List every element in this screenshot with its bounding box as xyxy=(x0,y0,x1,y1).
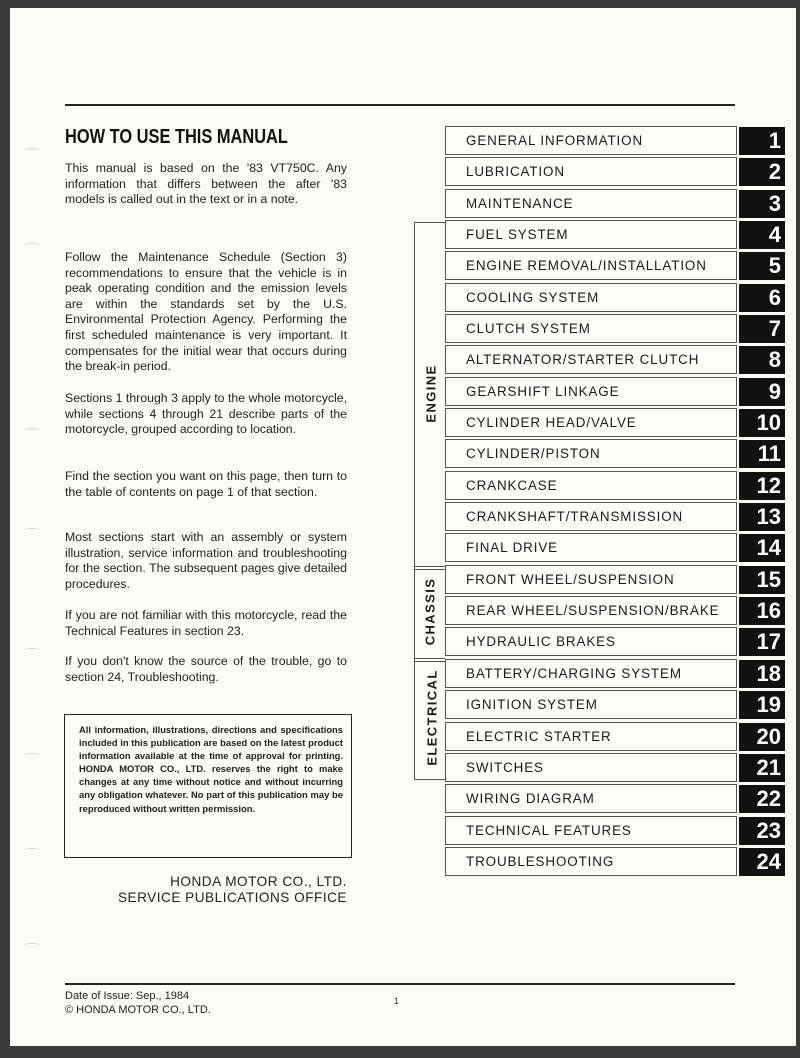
section-number: 24 xyxy=(739,848,785,876)
section-tab-9[interactable] xyxy=(445,377,781,406)
section-number: 3 xyxy=(739,190,785,218)
section-number: 5 xyxy=(739,252,785,280)
sections-paragraph: Sections 1 through 3 apply to the whole motorcycle, while sections 4 through 21 describe parts of the motorcycle, grouped according to location. xyxy=(65,391,347,437)
section-label: SWITCHES xyxy=(466,760,544,775)
section-label: CYLINDER/PISTON xyxy=(466,446,601,461)
section-label: COOLING SYSTEM xyxy=(466,290,600,305)
section-number: 23 xyxy=(739,817,785,845)
section-number: 4 xyxy=(739,221,785,249)
company-name: HONDA MOTOR CO., LTD. xyxy=(170,874,347,889)
section-label: GENERAL INFORMATION xyxy=(466,133,644,148)
copyright-notice-box: All information, illustrations, directions and specifications included in this publication are based on the latest product information available at the time of approval for printing. HONDA MOTOR CO., LTD. reserves the right to make changes at any time without notice and without incurring any obligation whatever. No part of this publication may be reproduced without written permission. xyxy=(64,714,352,858)
section-number: 6 xyxy=(739,284,785,312)
section-tab-14[interactable] xyxy=(445,533,781,562)
section-label: FINAL DRIVE xyxy=(466,540,558,555)
section-label: FUEL SYSTEM xyxy=(466,227,569,242)
section-label: TECHNICAL FEATURES xyxy=(466,823,632,838)
punch-mark xyxy=(24,528,40,533)
section-label: GEARSHIFT LINKAGE xyxy=(466,384,620,399)
chassis-group-label: CHASSIS xyxy=(422,577,438,646)
section-label: WIRING DIAGRAM xyxy=(466,791,595,806)
page-title: HOW TO USE THIS MANUAL xyxy=(65,126,288,148)
section-tab-11[interactable] xyxy=(445,439,781,468)
section-number: 7 xyxy=(739,315,785,343)
engine-group-label: ENGINE xyxy=(423,364,439,423)
technical-features-paragraph: If you are not familiar with this motorcycle, read the Technical Features in section 23. xyxy=(65,608,347,638)
section-number: 17 xyxy=(739,628,785,656)
bottom-rule xyxy=(65,983,735,985)
section-label: ALTERNATOR/STARTER CLUTCH xyxy=(466,352,700,367)
punch-mark xyxy=(24,943,40,948)
section-label: MAINTENANCE xyxy=(466,196,574,211)
section-tab-1[interactable] xyxy=(445,126,781,155)
section-label: REAR WHEEL/SUSPENSION/BRAKE xyxy=(466,603,720,618)
section-number: 15 xyxy=(739,566,785,594)
section-tab-15[interactable] xyxy=(445,565,781,594)
section-number: 19 xyxy=(739,691,785,719)
section-number: 12 xyxy=(739,472,785,500)
section-number: 20 xyxy=(739,723,785,751)
section-number: 18 xyxy=(739,660,785,688)
section-tab-4[interactable] xyxy=(445,220,781,249)
section-number: 1 xyxy=(739,127,785,155)
section-tab-7[interactable] xyxy=(445,314,781,343)
section-number: 21 xyxy=(739,754,785,782)
punch-mark xyxy=(24,648,40,653)
section-tab-10[interactable] xyxy=(445,408,781,437)
section-tab-5[interactable] xyxy=(445,251,781,280)
section-tab-2[interactable] xyxy=(445,157,781,186)
section-tab-6[interactable] xyxy=(445,283,781,312)
punch-mark xyxy=(24,148,40,153)
section-number: 9 xyxy=(739,378,785,406)
section-tab-23[interactable] xyxy=(445,816,781,845)
section-label: IGNITION SYSTEM xyxy=(466,697,598,712)
section-number: 16 xyxy=(739,597,785,625)
section-number: 2 xyxy=(739,158,785,186)
footer-copyright: © HONDA MOTOR CO., LTD. xyxy=(65,1004,211,1016)
punch-mark xyxy=(24,243,40,248)
section-tab-3[interactable] xyxy=(445,189,781,218)
section-tab-16[interactable] xyxy=(445,596,781,625)
section-label: LUBRICATION xyxy=(466,164,565,179)
issue-date: Date of Issue: Sep., 1984 xyxy=(65,990,190,1002)
punch-mark xyxy=(24,848,40,853)
section-tab-18[interactable] xyxy=(445,659,781,688)
section-number: 10 xyxy=(739,409,785,437)
section-tab-24[interactable] xyxy=(445,847,781,876)
section-label: CRANKCASE xyxy=(466,478,558,493)
section-label: ENGINE REMOVAL/INSTALLATION xyxy=(466,258,707,273)
section-label: FRONT WHEEL/SUSPENSION xyxy=(466,572,675,587)
punch-mark xyxy=(24,428,40,433)
find-section-paragraph: Find the section you want on this page, then turn to the table of contents on page 1 of that section. xyxy=(65,469,347,499)
electrical-group-label: ELECTRICAL xyxy=(424,669,440,766)
section-tab-21[interactable] xyxy=(445,753,781,782)
section-label: ELECTRIC STARTER xyxy=(466,729,612,744)
intro-paragraph: This manual is based on the '83 VT750C. Any information that differs between the after '83 models is called out in the text or in a note. xyxy=(65,161,347,207)
section-number: 14 xyxy=(739,534,785,562)
section-label: BATTERY/CHARGING SYSTEM xyxy=(466,666,682,681)
manual-page xyxy=(10,8,796,1046)
section-structure-paragraph: Most sections start with an assembly or system illustration, service information and troubleshooting for the section. The subsequent pages give detailed procedures. xyxy=(65,530,347,591)
page-number: 1 xyxy=(394,996,400,1006)
section-tab-8[interactable] xyxy=(445,345,781,374)
section-number: 8 xyxy=(739,346,785,374)
punch-mark xyxy=(24,753,40,758)
section-tab-20[interactable] xyxy=(445,722,781,751)
section-label: CYLINDER HEAD/VALVE xyxy=(466,415,637,430)
section-number: 11 xyxy=(739,440,785,468)
company-office: SERVICE PUBLICATIONS OFFICE xyxy=(117,890,347,905)
section-tab-13[interactable] xyxy=(445,502,781,531)
section-number: 22 xyxy=(739,785,785,813)
section-label: HYDRAULIC BRAKES xyxy=(466,634,616,649)
section-tab-19[interactable] xyxy=(445,690,781,719)
section-tab-22[interactable] xyxy=(445,784,781,813)
maintenance-paragraph: Follow the Maintenance Schedule (Section 3) recommendations to ensure that the vehicle is in peak operating condition and the emission levels are within the standards set by the U.S. Environmental Protection Agency. Performing the first scheduled maintenance is very important. It compensates for the initial wear that occurs during the break-in period. xyxy=(65,250,347,374)
top-rule xyxy=(65,104,735,106)
section-tab-12[interactable] xyxy=(445,471,781,500)
section-number: 13 xyxy=(739,503,785,531)
section-label: TROUBLESHOOTING xyxy=(466,854,615,869)
troubleshooting-paragraph: If you don't know the source of the trouble, go to section 24, Troubleshooting. xyxy=(65,654,347,684)
section-tab-17[interactable] xyxy=(445,627,781,656)
section-label: CRANKSHAFT/TRANSMISSION xyxy=(466,509,684,524)
section-label: CLUTCH SYSTEM xyxy=(466,321,591,336)
